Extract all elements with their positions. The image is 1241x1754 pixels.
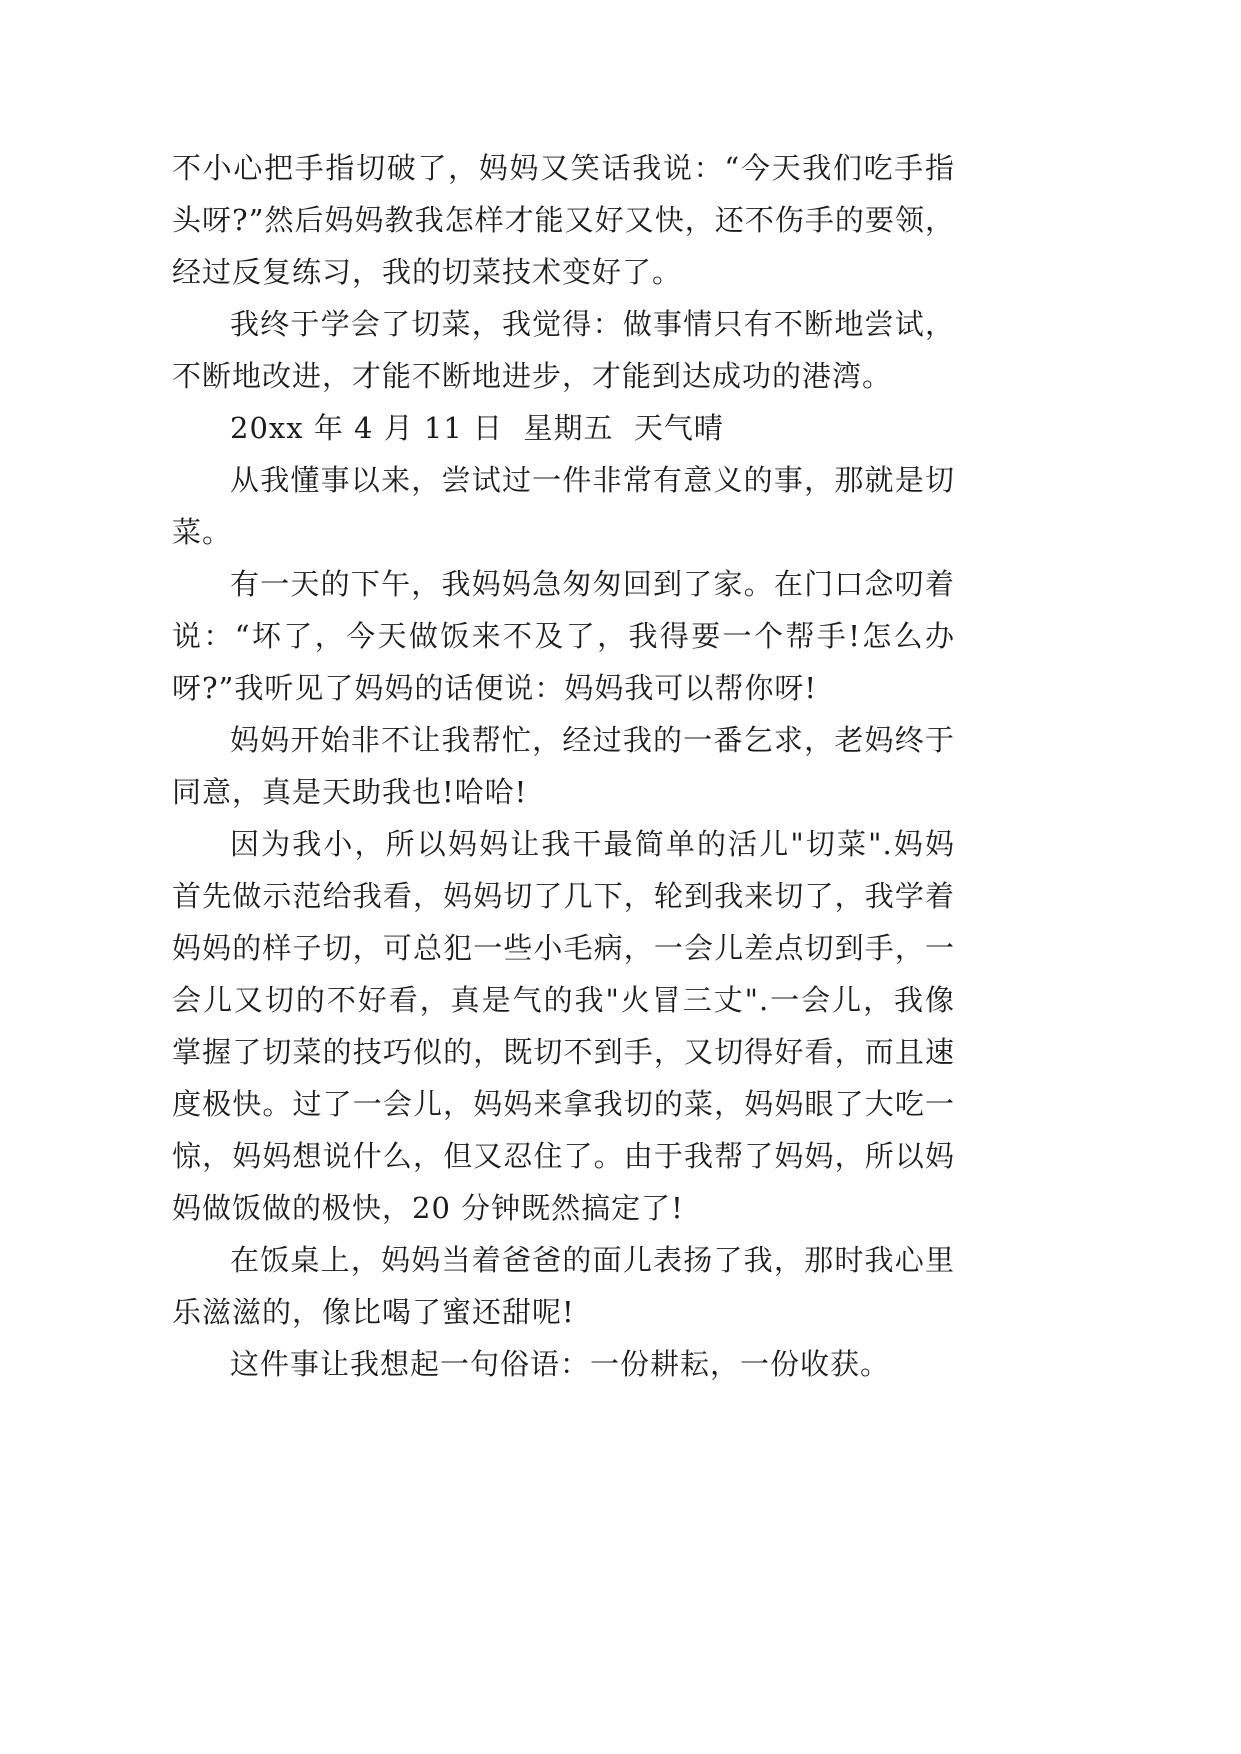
text-line: 不断地改进，才能不断地进步，才能到达成功的港湾。 bbox=[172, 359, 893, 393]
paragraph bbox=[172, 142, 955, 298]
paragraph bbox=[172, 818, 955, 1234]
text-line: 会儿又切的不好看，真是气的我"火冒三丈".一会儿，我像 bbox=[172, 983, 955, 1017]
text-line: 妈做饭做的极快，20 分钟既然搞定了! bbox=[172, 1191, 684, 1225]
paragraph bbox=[172, 714, 955, 818]
document-body bbox=[172, 142, 955, 1390]
text-line: 乐滋滋的，像比喝了蜜还甜呢! bbox=[172, 1295, 575, 1329]
text-line: 头呀?”然后妈妈教我怎样才能又好又快，还不伤手的要领， bbox=[172, 203, 955, 237]
date-line bbox=[172, 402, 955, 454]
text-line: 这件事让我想起一句俗语：一份耕耘，一份收获。 bbox=[230, 1347, 891, 1381]
text-line: 呀?”我听见了妈妈的话便说：妈妈我可以帮你呀! bbox=[172, 671, 818, 705]
text-line: 掌握了切菜的技巧似的，既切不到手，又切得好看，而且速 bbox=[172, 1035, 955, 1069]
text-line: 妈妈的样子切，可总犯一些小毛病，一会儿差点切到手，一 bbox=[172, 931, 955, 965]
text-line: 菜。 bbox=[172, 515, 233, 549]
text-line: 同意，真是天助我也!哈哈! bbox=[172, 775, 528, 809]
paragraph bbox=[172, 454, 955, 558]
text-line: 说：“坏了，今天做饭来不及了，我得要一个帮手!怎么办 bbox=[172, 619, 955, 653]
text-line: 首先做示范给我看，妈妈切了几下，轮到我来切了，我学着 bbox=[172, 879, 955, 913]
text-line: 20xx 年 4 月 11 日 星期五 天气晴 bbox=[230, 411, 724, 445]
text-line: 经过反复练习，我的切菜技术变好了。 bbox=[172, 255, 683, 289]
text-line: 妈妈开始非不让我帮忙，经过我的一番乞求，老妈终于 bbox=[230, 723, 955, 757]
text-line: 因为我小，所以妈妈让我干最简单的活儿"切菜".妈妈 bbox=[230, 827, 955, 861]
paragraph bbox=[172, 1338, 955, 1390]
text-line: 惊，妈妈想说什么，但又忍住了。由于我帮了妈妈，所以妈 bbox=[172, 1139, 955, 1173]
paragraph bbox=[172, 558, 955, 714]
text-line: 度极快。过了一会儿，妈妈来拿我切的菜，妈妈眼了大吃一 bbox=[172, 1087, 955, 1121]
text-line: 有一天的下午，我妈妈急匆匆回到了家。在门口念叨着 bbox=[230, 567, 955, 601]
paragraph bbox=[172, 298, 955, 402]
text-line: 不小心把手指切破了，妈妈又笑话我说：“今天我们吃手指 bbox=[172, 151, 955, 185]
paragraph bbox=[172, 1234, 955, 1338]
text-line: 在饭桌上，妈妈当着爸爸的面儿表扬了我，那时我心里 bbox=[230, 1243, 955, 1277]
text-line: 从我懂事以来，尝试过一件非常有意义的事，那就是切 bbox=[230, 463, 955, 497]
text-line: 我终于学会了切菜，我觉得：做事情只有不断地尝试， bbox=[230, 307, 955, 341]
